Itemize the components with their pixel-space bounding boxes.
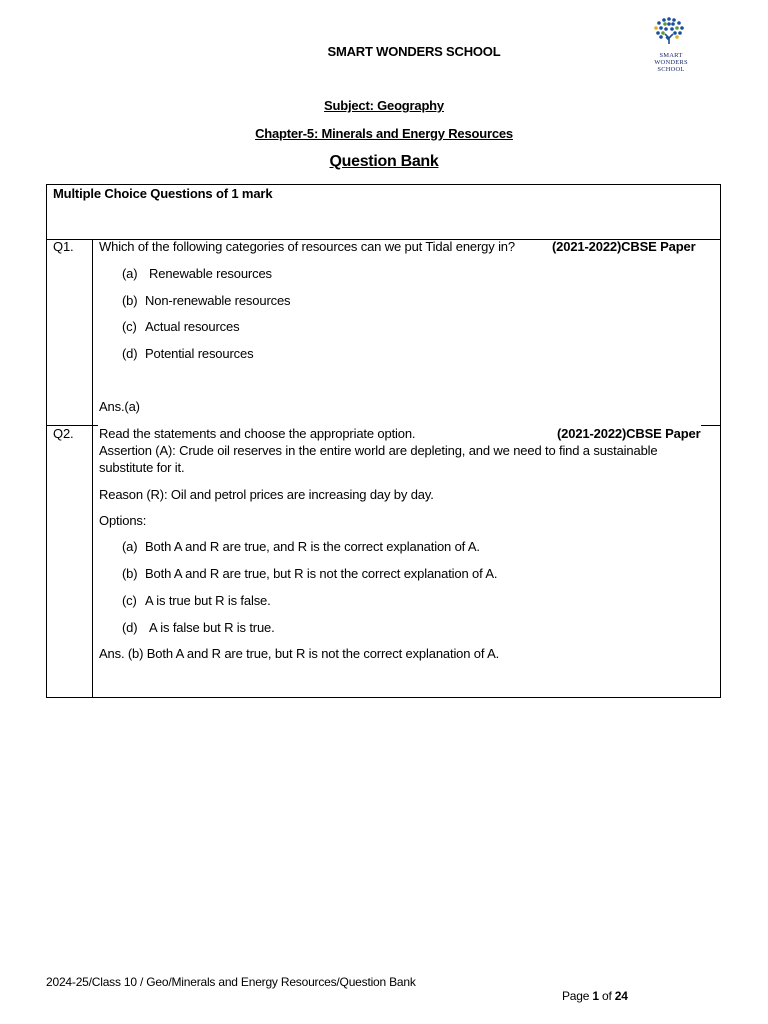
question-source: (2021-2022)CBSE Paper (552, 239, 696, 254)
logo-dot (667, 17, 671, 21)
logo-dot (670, 27, 674, 31)
option-label: (a) (122, 539, 138, 554)
school-name: SMART WONDERS SCHOOL (327, 44, 501, 59)
question-source: (2021-2022)CBSE Paper (557, 426, 701, 441)
option-label: (c) (122, 593, 137, 608)
question-number: Q1. (53, 239, 74, 254)
page-of: of (602, 989, 612, 1003)
logo-dot (664, 27, 668, 31)
assertion-text: Assertion (A): Crude oil reserves in the entire world are depleting, and we need to find a sustainable substitute for it. (99, 443, 658, 475)
answer-text: Ans. (b) Both A and R are true, but R is not the correct explanation of A. (99, 646, 500, 661)
logo-dot (680, 26, 684, 30)
option-text: A is false but R is true. (149, 620, 275, 635)
logo-dot (654, 26, 658, 30)
question-number: Q2. (53, 426, 74, 441)
logo-dot (656, 31, 660, 35)
logo-dot (675, 35, 679, 39)
logo-dot (661, 31, 665, 35)
logo-dot (663, 22, 667, 26)
footer-path: 2024-25/Class 10 / Geo/Minerals and Energy Resources/Question Bank (46, 975, 416, 989)
page-word: Page (562, 989, 590, 1003)
option-text: Renewable resources (149, 266, 272, 281)
section-heading: Multiple Choice Questions of 1 mark (53, 186, 273, 201)
option-text: Non-renewable resources (145, 293, 291, 308)
reason-text: Reason (R): Oil and petrol prices are increasing day by day. (99, 487, 434, 502)
logo-wordmark: SMART WONDERS SCHOOL (654, 52, 688, 73)
chapter-heading: Chapter-5: Minerals and Energy Resources (255, 126, 513, 141)
page-current: 1 (592, 989, 599, 1003)
option-label: (c) (122, 319, 137, 334)
answer-text: Ans.(a) (99, 399, 140, 414)
logo-dot (662, 18, 666, 22)
logo-dot (657, 21, 661, 25)
column-divider (92, 239, 93, 698)
document-title: Question Bank (329, 153, 439, 170)
option-text: Both A and R are true, but R is not the correct explanation of A. (145, 566, 498, 581)
logo-dot (672, 18, 676, 22)
option-text: Potential resources (145, 346, 254, 361)
option-label: (d) (122, 346, 138, 361)
option-text: Both A and R are true, and R is the correct explanation of A. (145, 539, 480, 554)
option-text: Actual resources (145, 319, 240, 334)
logo-dot (659, 35, 663, 39)
question-text: Read the statements and choose the appropriate option. (99, 426, 416, 441)
logo-dot (659, 26, 663, 30)
options-label: Options: (99, 513, 147, 528)
logo-dot (678, 31, 682, 35)
option-label: (d) (122, 620, 138, 635)
option-text: A is true but R is false. (145, 593, 271, 608)
option-label: (b) (122, 566, 138, 581)
logo-dot (671, 22, 675, 26)
question-text: Which of the following categories of resources can we put Tidal energy in? (99, 239, 515, 254)
option-label: (b) (122, 293, 138, 308)
subject-heading: Subject: Geography (324, 98, 444, 113)
page-total: 24 (614, 989, 628, 1003)
logo-dot (667, 22, 671, 26)
row-divider (701, 425, 721, 426)
logo-dot (675, 26, 679, 30)
page-number (562, 989, 628, 1003)
logo-dot (677, 21, 681, 25)
option-label: (a) (122, 266, 138, 281)
logo-dot (673, 31, 677, 35)
